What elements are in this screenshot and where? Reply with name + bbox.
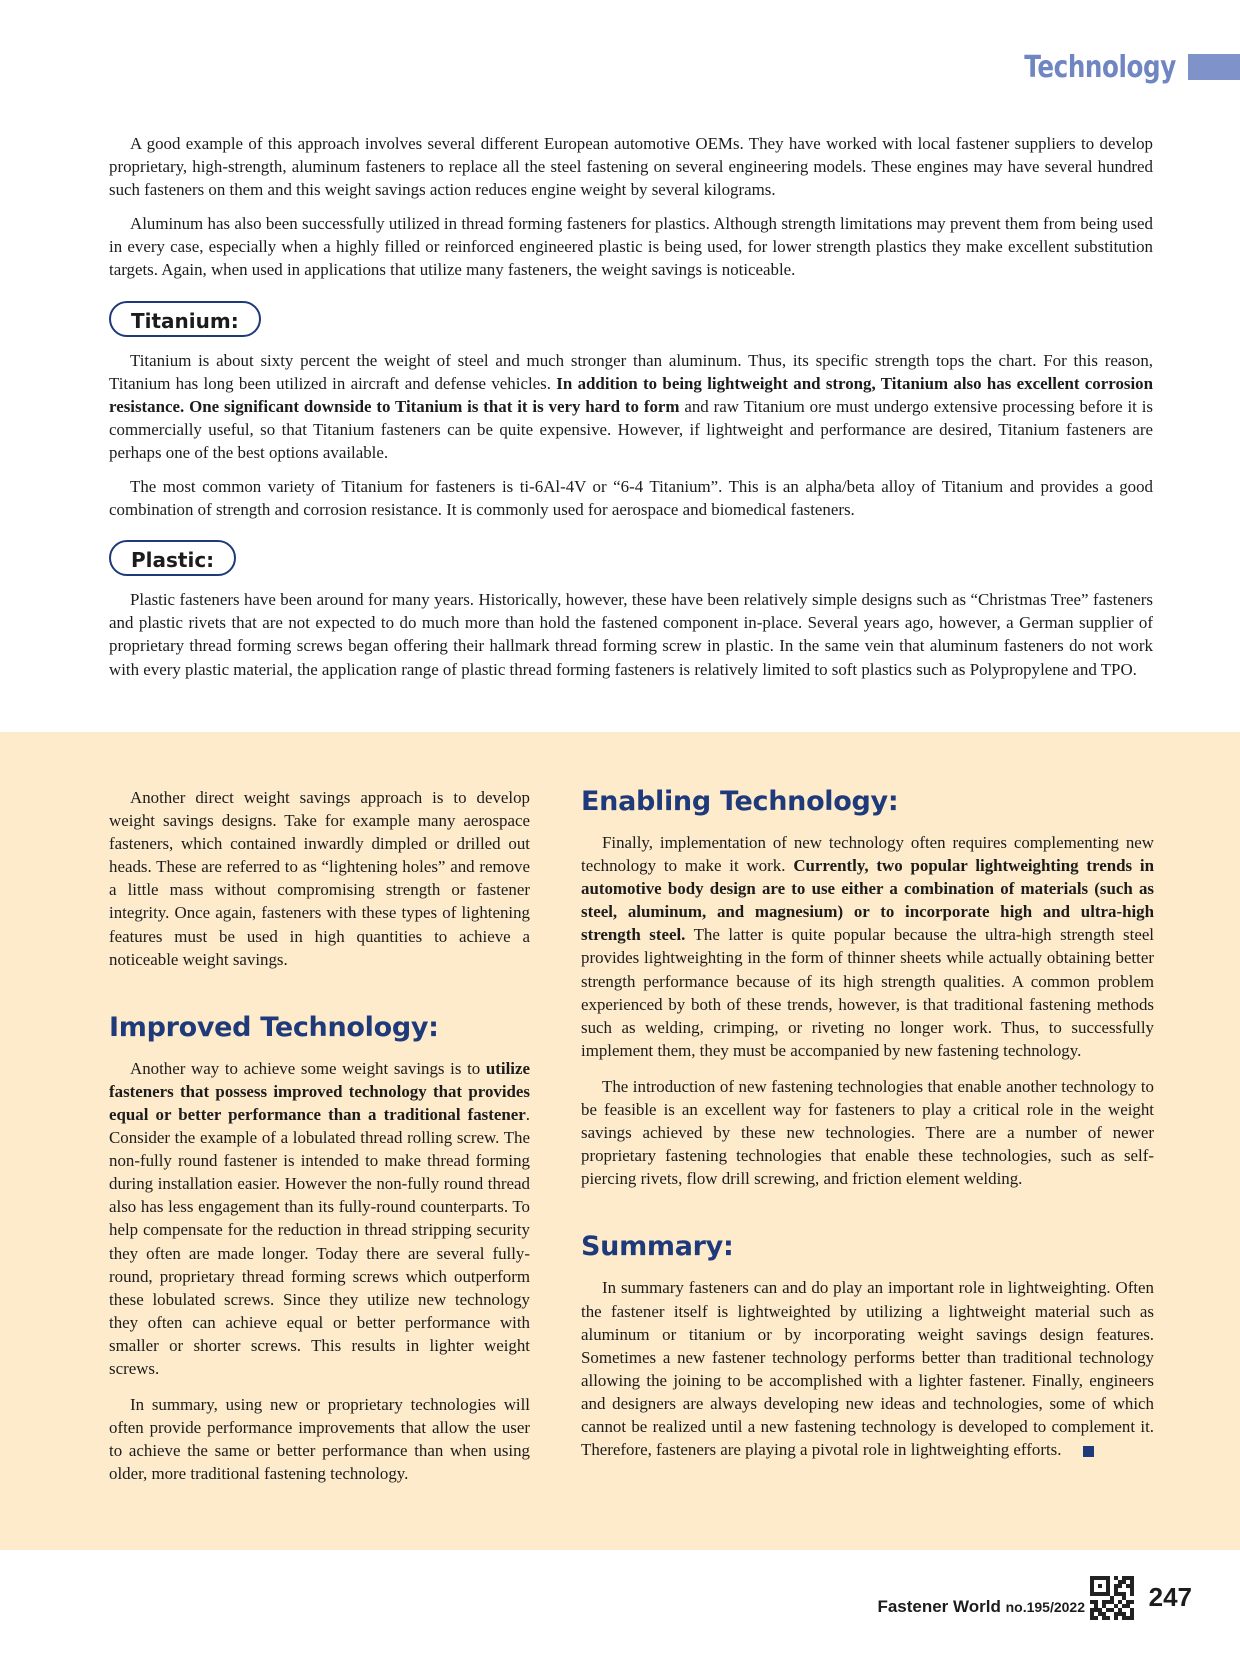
titanium-text-a: Titanium is about sixty percent the weight of steel and much stronger than aluminum. Thus, its specific strength tops the chart. For this reason, Titanium has long been utilized in aircraft and defense vehicles. — [109, 350, 1153, 393]
improved-paragraph-2: In summary, using new or proprietary technologies will often provide performance improvements that allow the user to achieve the same or better performance than when using older, more traditional fastening technology. — [109, 1395, 530, 1484]
weight-savings-paragraph: Another direct weight savings approach is to develop weight savings designs. Take for example many aerospace fasteners, which contained inwardly dimpled or drilled out heads. These are referred to as “lightening holes” and remove a little mass without compromising strength or fastener integrity. Once again, fasteners with these types of lightening features must be used in high quantities to achieve a noticeable weight savings. — [109, 788, 530, 969]
enabling-text-a: Finally, implementation of new technology often requires complementing new technology to make it work. — [581, 833, 1154, 876]
improved-text-b: . Consider the example of a lobulated thread rolling screw. The non-fully round fastener is intended to make thread forming during installation easier. However the non-fully round thread also has less engagement than its fully-round counterparts. To help compensate for the reduction in thread stripping security they often are made longer. Today there are several fully-round, proprietary thread forming screws which outperform these lobulated screws. Since they utilize new technology they often can achieve equal or better performance with smaller or shorter screws. This results in lighter weight screws. — [109, 1104, 530, 1378]
top-article-body — [109, 132, 1153, 692]
end-mark-icon — [1083, 1446, 1094, 1457]
improved-paragraph-1 — [109, 1057, 530, 1380]
right-column — [581, 786, 1154, 1474]
page-footer — [0, 1575, 1240, 1625]
intro-paragraph-2: Aluminum has also been successfully utilized in thread forming fasteners for plastics. Although strength limitations may prevent them from being used in every case, especially when a highly filled or reinforced engineered plastic is being used, for lower strength plastics they make excellent substitution targets. Again, when used in applications that utilize many fasteners, the weight savings is noticeable. — [109, 214, 1153, 280]
summary-paragraph — [581, 1276, 1154, 1461]
titanium-paragraph-1 — [109, 349, 1153, 464]
section-tag — [991, 50, 1240, 84]
plastic-heading: Plastic: — [109, 540, 236, 576]
improved-text-bold: utilize fasteners that possess improved technology that provides equal or better performance than a traditional fastener — [109, 1058, 530, 1124]
summary-heading: Summary: — [581, 1231, 734, 1263]
qr-code-icon[interactable] — [1090, 1576, 1134, 1620]
improved-technology-heading: Improved Technology: — [109, 1011, 439, 1043]
enabling-paragraph-1 — [581, 831, 1154, 1062]
summary-text: In summary fasteners can and do play an important role in lightweighting. Often the fastener itself is lightweighted by utilizing a lightweight material such as aluminum or titanium or by incorporating weight savings design features. Sometimes a new fastener technology performs better than traditional technology allowing the joining to be accomplished with a lighter fastener. Finally, engineers and designers are always developing new ideas and technologies, some of which cannot be realized until a new fastening technology is developed to complement it. Therefore, fasteners are playing a pivotal role in lightweighting efforts. — [581, 1278, 1154, 1460]
titanium-heading: Titanium: — [109, 301, 261, 337]
improved-text-a: Another way to achieve some weight savings is to — [130, 1058, 486, 1078]
plastic-paragraph: Plastic fasteners have been around for many years. Historically, however, these have been relatively simple designs such as “Christmas Tree” fasteners and plastic rivets that are not expected to do much more than hold the fastened component in-place. Several years ago, however, a German supplier of proprietary thread forming screws began offering their hallmark thread forming screw in plastic. In the same vein that aluminum fasteners do not work with every plastic material, the application range of plastic thread forming fasteners is relatively limited to soft plastics such as Polypropylene and TPO. — [109, 590, 1153, 679]
enabling-paragraph-2: The introduction of new fastening technologies that enable another technology to be feasible is an excellent way for fasteners to play a critical role in the weight savings achieved by these new technologies. There are a number of newer proprietary fastening technologies that enable these technologies, such as self-piercing rivets, flow drill screwing, and friction element welding. — [581, 1076, 1154, 1189]
titanium-text-b: and raw Titanium ore must undergo extensive processing before it is commercially useful, so that Titanium fasteners can be quite expensive. However, if lightweight and performance are desired, Titanium fasteners are perhaps one of the best options available. — [109, 396, 1153, 462]
section-label: Technology — [1024, 49, 1176, 85]
enabling-text-b: The latter is quite popular because the ultra-high strength steel provides lightweighting in the form of thinner sheets while actually obtaining better strength performance because of its high strength qualities. A common problem experienced by both of these trends, however, is that traditional fastening methods such as welding, crimping, or riveting no longer work. Thus, to successfully implement them, they must be accompanied by new fastening technology. — [581, 925, 1155, 1060]
section-bar — [1188, 54, 1240, 80]
intro-paragraph-1: A good example of this approach involves several different European automotive OEMs. They have worked with local fastener suppliers to develop proprietary, high-strength, aluminum fasteners to replace all the steel fastening on several engineering models. These engines may have several hundred such fasteners on them and this weight savings action reduces engine weight by several kilograms. — [109, 134, 1153, 200]
left-column — [109, 786, 530, 1498]
magazine-name — [877, 1597, 1085, 1617]
titanium-text-bold: In addition to being lightweight and strong, Titanium also has excellent corrosion resistance. One significant downside to Titanium is that it is very hard to form — [109, 373, 1153, 416]
titanium-paragraph-2: The most common variety of Titanium for fasteners is ti-6Al-4V or “6-4 Titanium”. This is an alpha/beta alloy of Titanium and provides a good combination of strength and corrosion resistance. It is commonly used for aerospace and biomedical fasteners. — [109, 477, 1153, 520]
enabling-technology-heading: Enabling Technology: — [581, 786, 899, 817]
enabling-text-bold: Currently, two popular lightweighting trends in automotive body design are to use either a combination of materials (such as steel, aluminum, and magnesium) or to incorporate high and ultra-high strength steel. — [581, 856, 1154, 945]
issue-number: no.195/2022 — [1005, 1599, 1085, 1615]
page-number: 247 — [1148, 1582, 1192, 1612]
magazine-title: Fastener World — [877, 1597, 1001, 1616]
